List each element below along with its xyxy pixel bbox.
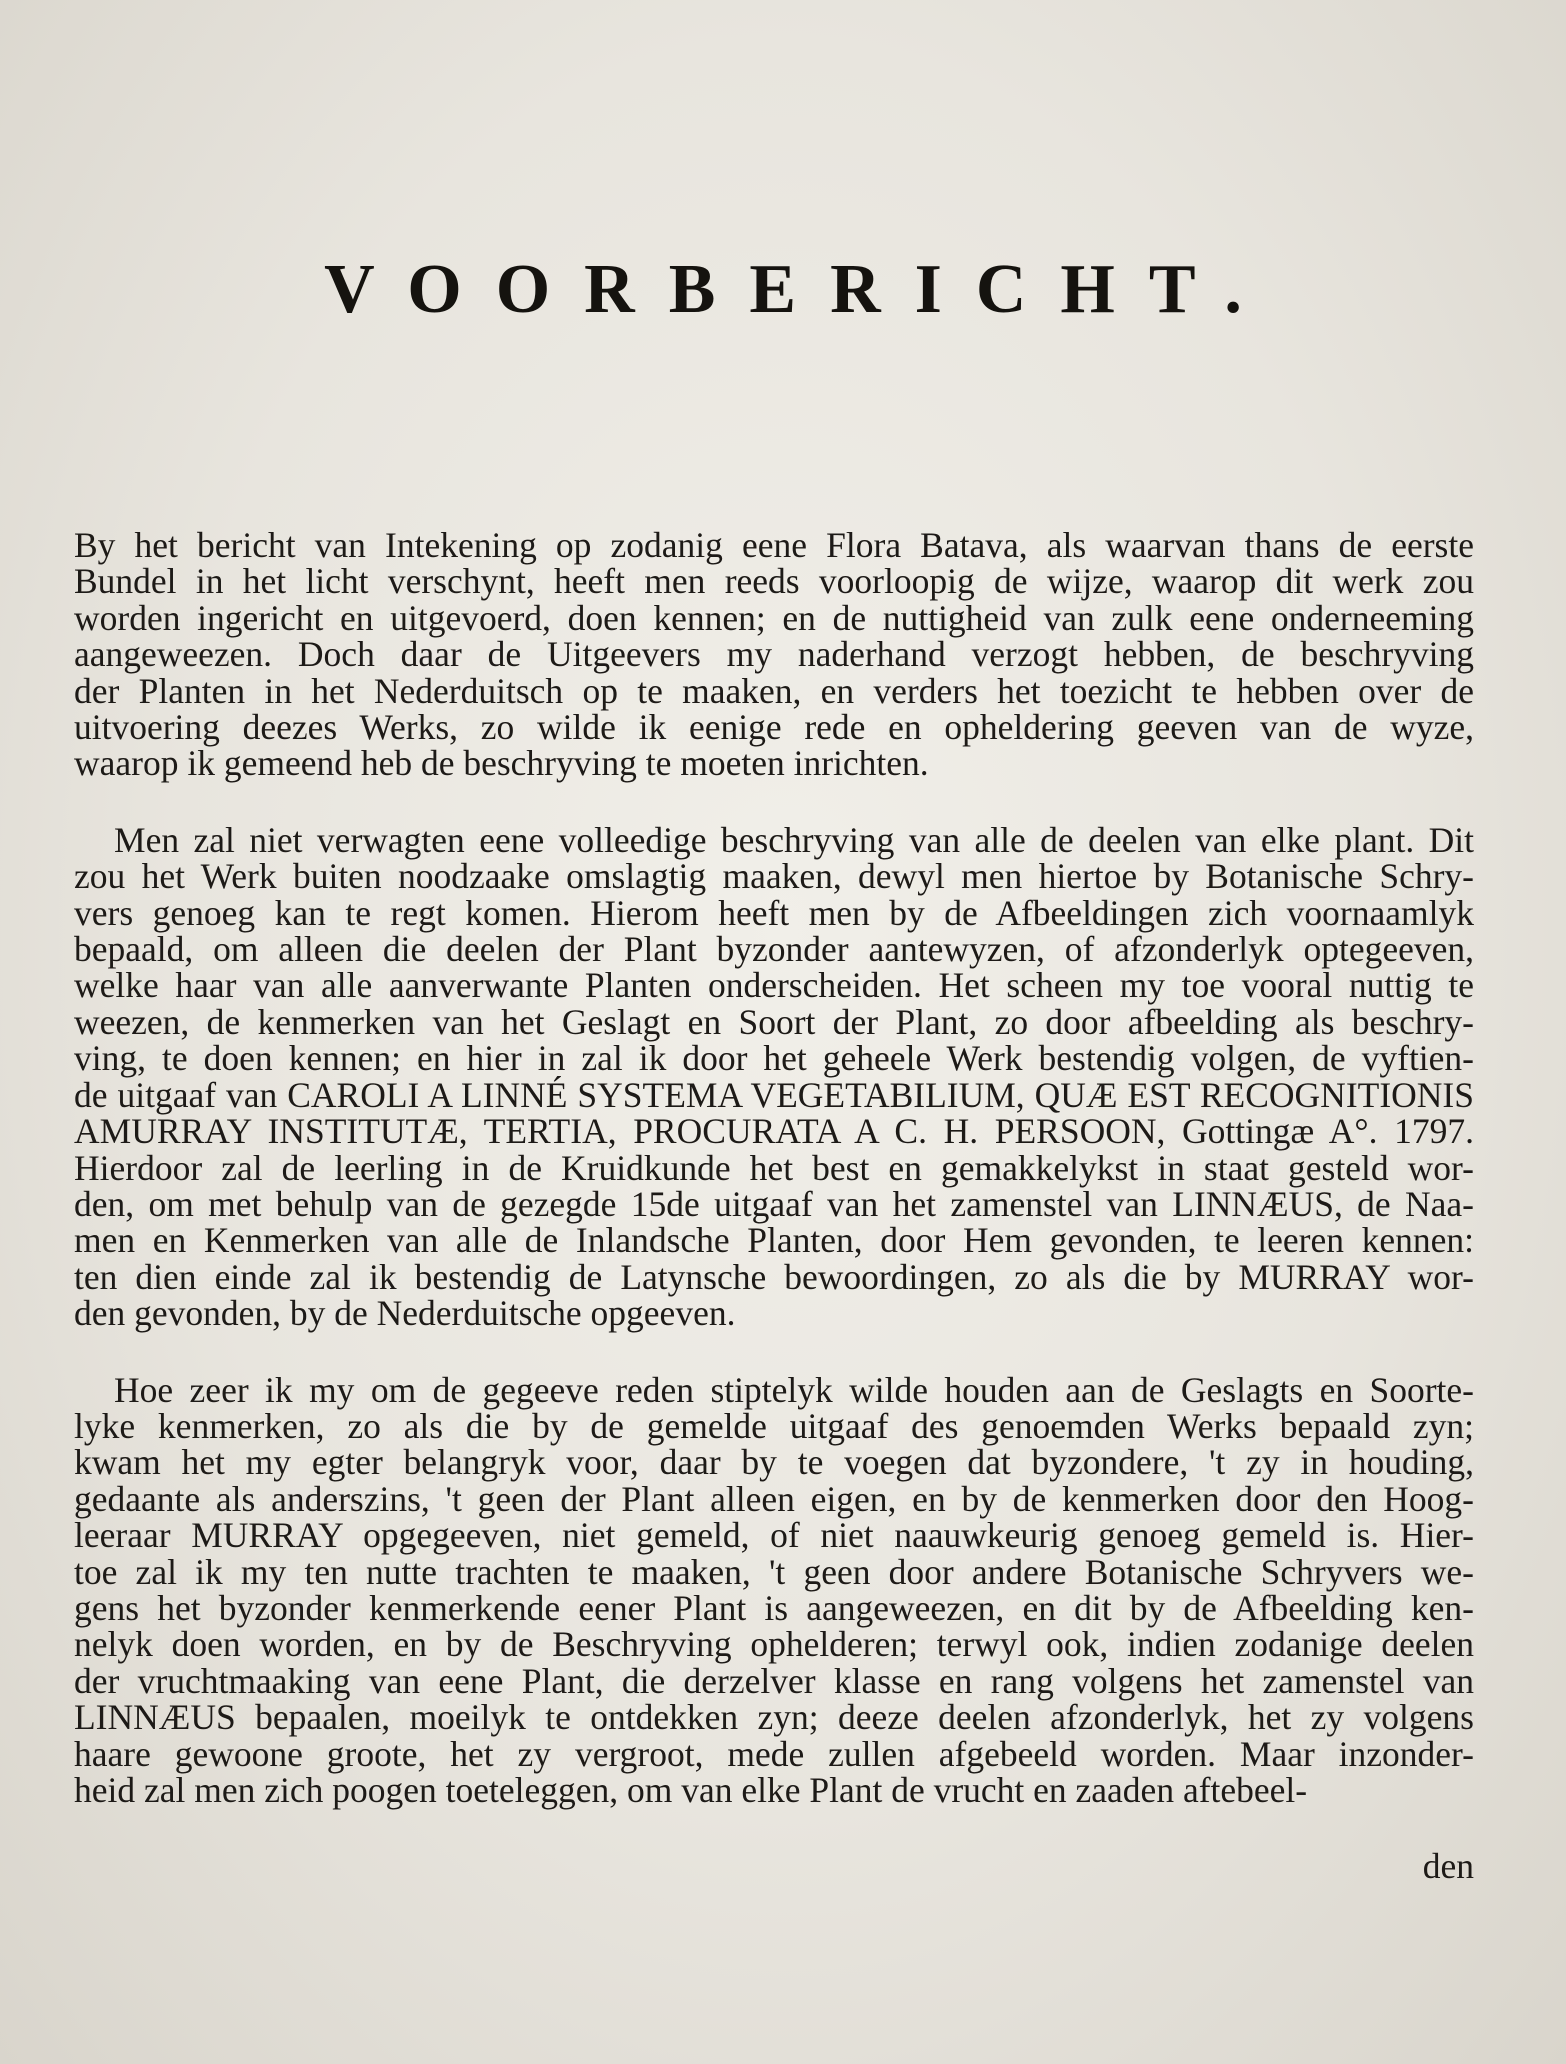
text-line: toe zal ik my ten nutte trachten te maaken, 't geen door andere Botanische Schryvers we- <box>74 1551 1474 1592</box>
body-text <box>74 527 1474 1885</box>
text-line: men en Kenmerken van alle de Inlandsche Planten, door Hem gevonden, te leeren kennen: <box>74 1220 1474 1261</box>
text-line: gens het byzonder kenmerkende eener Plant is aangeweezen, en dit by de Afbeelding ken- <box>74 1587 1474 1628</box>
text-line: Hoe zeer ik my om de gegeeve reden stiptelyk wilde houden aan de Geslagts en Soorte- <box>114 1369 1474 1410</box>
text-line: worden ingericht en uitgevoerd, doen kennen; en de nuttigheid van zulk eene onderneeming <box>74 597 1474 638</box>
text-line: ten dien einde zal ik bestendig de Latynsche bewoordingen, zo als die by MURRAY wor- <box>74 1256 1474 1297</box>
text-line: Bundel in het licht verschynt, heeft men reeds voorloopig de wijze, waarop dit werk zou <box>74 561 1474 602</box>
text-line: By het bericht van Intekening op zodanig eene Flora Batava, als waarvan thans de eerste <box>74 525 1474 565</box>
text-line: lyke kenmerken, zo als die by de gemelde uitgaaf des genoemden Werks bepaald zyn; <box>74 1405 1474 1446</box>
text-line: bepaald, om alleen die deelen der Plant byzonder aantewyzen, of afzonderlyk optegeeven, <box>74 929 1474 970</box>
catchword: den <box>1422 1846 1474 1887</box>
text-line: uitvoering deezes Werks, zo wilde ik eenige rede en opheldering geeven van de wyze, <box>74 707 1474 748</box>
paragraph-3 <box>74 1369 1474 1810</box>
text-line: de uitgaaf van CAROLI A LINNÉ SYSTEMA VEGETABILIUM, QUÆ EST RECOGNITIONIS <box>74 1074 1474 1115</box>
text-line: der vruchtmaaking van eene Plant, die derzelver klasse en rang volgens het zamenstel van <box>74 1660 1474 1701</box>
text-line: gedaante als anderszins, 't geen der Plant alleen eigen, en by de kenmerken door den Hoog- <box>74 1478 1474 1519</box>
text-line: weezen, de kenmerken van het Geslagt en Soort der Plant, zo door afbeelding als beschry- <box>74 1001 1474 1042</box>
text-line: kwam het my egter belangryk voor, daar by te voegen dat byzondere, 't zy in houding, <box>74 1442 1474 1483</box>
text-line: heid zal men zich poogen toeteleggen, om van elke Plant de vrucht en zaaden aftebeel- <box>74 1770 1308 1810</box>
paragraph-1 <box>74 527 1474 782</box>
text-line: ving, te doen kennen; en hier in zal ik door het geheele Werk bestendig volgen, de vyftien- <box>74 1038 1474 1079</box>
text-line: Men zal niet verwagten eene volleedige beschryving van alle de deelen van elke plant. Dit <box>114 819 1474 860</box>
text-line: AMURRAY INSTITUTÆ, TERTIA, PROCURATA A C. H. PERSOON, Gottingæ A°. 1797. <box>74 1111 1474 1152</box>
text-line: aangeweezen. Doch daar de Uitgeevers my naderhand verzogt hebben, de beschryving <box>74 634 1474 675</box>
text-line: vers genoeg kan te regt komen. Hierom heeft men by de Afbeeldingen zich voornaamlyk <box>74 892 1474 933</box>
text-line: leeraar MURRAY opgegeeven, niet gemeld, of niet naauwkeurig genoeg gemeld is. Hier- <box>74 1515 1474 1556</box>
text-line: welke haar van alle aanverwante Planten onderscheiden. Het scheen my toe vooral nuttig te <box>74 965 1474 1006</box>
text-line: der Planten in het Nederduitsch op te maaken, en verders het toezicht te hebben over de <box>74 670 1474 711</box>
text-line: Hierdoor zal de leerling in de Kruidkunde het best en gemakkelykst in staat gesteld wor- <box>74 1147 1474 1188</box>
page-title: VOORBERICHT. <box>324 251 1276 328</box>
text-line: LINNÆUS bepaalen, moeilyk te ontdekken zyn; deeze deelen afzonderlyk, het zy volgens <box>74 1697 1474 1738</box>
text-line: haare gewoone groote, het zy vergroot, mede zullen afgebeeld worden. Maar inzonder- <box>74 1733 1474 1774</box>
text-line: den gevonden, by de Nederduitsche opgeeven. <box>74 1293 736 1334</box>
text-line: nelyk doen worden, en by de Beschryving ophelderen; terwyl ook, indien zodanige deelen <box>74 1624 1474 1665</box>
text-line: waarop ik gemeend heb de beschryving te moeten inrichten. <box>74 743 929 784</box>
text-line: zou het Werk buiten noodzaake omslagtig maaken, dewyl men hiertoe by Botanische Schry- <box>74 856 1474 897</box>
text-line: den, om met behulp van de gezegde 15de uitgaaf van het zamenstel van LINNÆUS, de Naa- <box>74 1183 1474 1224</box>
paragraph-2 <box>74 819 1474 1334</box>
